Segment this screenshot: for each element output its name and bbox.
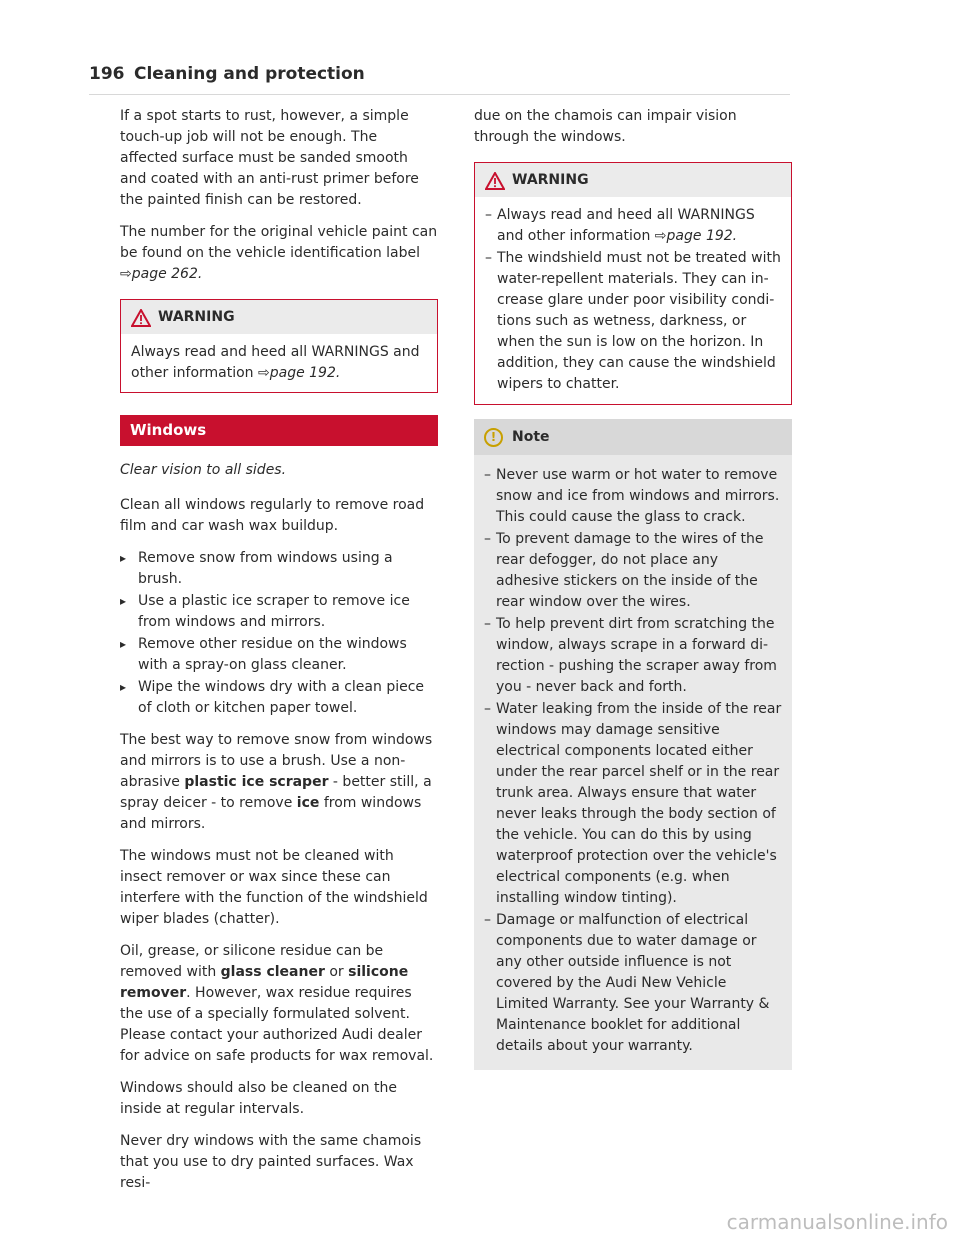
- list-item: ▸ Remove other residue on the windows with a spray-on glass cleaner.: [120, 634, 438, 676]
- page-reference-link[interactable]: ⇨page 192.: [654, 228, 738, 244]
- left-column: [120, 106, 438, 1205]
- warning-body: [475, 197, 791, 404]
- paragraph: [120, 222, 438, 285]
- warning-triangle-icon: [131, 309, 151, 327]
- instruction-list: [120, 548, 438, 719]
- paragraph-text: The number for the original vehicle paint can be found on the vehicle identification label: [120, 224, 438, 261]
- paragraph: Windows should also be cleaned on the inside at regular intervals.: [120, 1080, 397, 1117]
- note-title: Note: [512, 429, 550, 445]
- list-item: – To help prevent dirt from scratching the window, always scrape in a forward direction - pushing the scraper away from you - never back and forth.: [484, 614, 782, 698]
- list-item: – Damage or malfunction of electrical components due to water damage or any other outside influence is not covered by the Audi New Vehicle Limited Warranty. See your Warranty & Maintenance booklet for additional details about your warranty.: [484, 910, 782, 1057]
- section-subtitle: Clear vision to all sides.: [120, 462, 287, 478]
- warning-list: [485, 205, 781, 395]
- warning-triangle-icon: [485, 172, 505, 190]
- paragraph: The best way to remove snow from windows and mirrors is to use a brush. Use a non-abrasive plastic ice scraper - better still, a spray deicer - to remove ice from windows and mirrors.: [120, 732, 433, 832]
- list-item: – To prevent damage to the wires of the rear defogger, do not place any adhesive stickers on the inside of the rear window over the wires.: [484, 529, 782, 613]
- paragraph: due on the chamois can impair vision through the windows.: [474, 108, 737, 145]
- warning-title: WARNING: [158, 309, 235, 325]
- note-box: [474, 419, 792, 1070]
- warning-box: [120, 299, 438, 393]
- list-item: ▸ Remove snow from windows using a brush.: [120, 548, 438, 590]
- list-item: – Water leaking from the inside of the rear windows may damage sensitive electrical components located either under the rear parcel shelf or in the rear trunk area. Always ensure that water never leaks through the body section of the vehicle. You can do this by using waterproof protection over the vehicle's electrical components (e.g. when installing window tinting).: [484, 699, 782, 909]
- section-title-windows: Windows: [120, 415, 438, 446]
- note-body: [474, 455, 792, 1070]
- warning-box: [474, 162, 792, 405]
- warning-text: Always read and heed all WARNINGS and other information: [131, 344, 420, 381]
- list-item: – The windshield must not be treated with water-repellent materials. They can increase glare under poor visibility conditions such as wetness, darkness, or when the sun is low on the horizon. In addition, they can cause the windshield wipers to chatter.: [485, 248, 781, 395]
- list-item: ▸ Use a plastic ice scraper to remove ice from windows and mirrors.: [120, 591, 438, 633]
- list-item: ▸ Wipe the windows dry with a clean piece of cloth or kitchen paper towel.: [120, 677, 438, 719]
- paragraph: Oil, grease, or silicone residue can be removed with glass cleaner or silicone remover. However, wax residue requires the use of a specially formulated solvent. Please contact your authorized Audi dealer for advice on safe products for wax removal.: [120, 943, 434, 1064]
- page-reference-link[interactable]: ⇨page 192.: [258, 365, 341, 381]
- page-header: [89, 64, 790, 95]
- chapter-title: Cleaning and protection: [134, 64, 365, 84]
- note-list: [484, 465, 782, 1057]
- note-header: [474, 419, 792, 455]
- page-number: 196: [89, 64, 125, 84]
- right-column: [474, 106, 792, 1070]
- watermark: carmanualsonline.info: [726, 1210, 948, 1234]
- list-item: – Always read and heed all WARNINGS and other information ⇨page 192.: [485, 205, 781, 247]
- warning-header: [475, 163, 791, 197]
- paragraph: If a spot starts to rust, however, a simple touch-up job will not be enough. The affected surface must be sanded smooth and coated with an anti-rust primer before the painted finish can be restored.: [120, 108, 419, 208]
- paragraph: Clean all windows regularly to remove road film and car wash wax buildup.: [120, 497, 425, 534]
- page-reference-link[interactable]: ⇨page 262.: [120, 266, 203, 282]
- warning-title: WARNING: [512, 172, 589, 188]
- warning-header: [121, 300, 437, 334]
- warning-body: [121, 334, 437, 392]
- paragraph: Never dry windows with the same chamois that you use to dry painted surfaces. Wax resi-: [120, 1133, 422, 1191]
- list-item: – Never use warm or hot water to remove snow and ice from windows and mirrors. This could cause the glass to crack.: [484, 465, 782, 528]
- note-info-icon: [484, 428, 503, 447]
- paragraph: The windows must not be cleaned with insect remover or wax since these can interfere with the function of the windshield wiper blades (chatter).: [120, 848, 428, 927]
